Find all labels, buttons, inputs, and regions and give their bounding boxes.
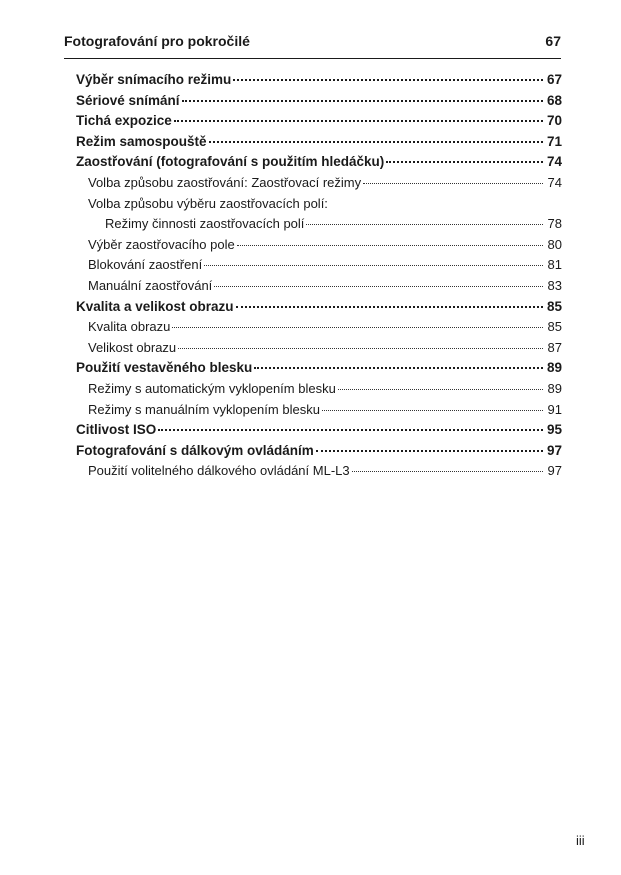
dot-leader xyxy=(322,408,543,411)
toc-entry-page: 80 xyxy=(547,236,562,252)
toc-entry[interactable] xyxy=(76,420,562,441)
toc-entry-page: 91 xyxy=(547,401,562,417)
toc-entry-title: Blokování zaostření xyxy=(88,257,203,273)
dot-leader xyxy=(204,263,543,266)
toc-entry-page: 97 xyxy=(547,463,562,479)
toc-entry-title: Zaostřování (fotografování s použitím hledáčku) xyxy=(76,154,385,170)
toc-entry[interactable] xyxy=(76,338,562,359)
toc-entry-page: 83 xyxy=(547,277,562,293)
toc-entry-page: 70 xyxy=(546,113,562,129)
toc-entry-page: 74 xyxy=(546,154,562,170)
toc-entry[interactable] xyxy=(76,379,562,400)
dot-leader xyxy=(254,365,543,369)
toc-entry[interactable] xyxy=(76,91,562,112)
toc-entry-title: Použití volitelného dálkového ovládání ML-L3 xyxy=(88,463,350,479)
toc-entry-page: 67 xyxy=(546,72,562,87)
dot-leader xyxy=(338,387,543,390)
toc-entry-title: Tichá expozice xyxy=(76,113,172,129)
toc-entry-title: Použití vestavěného blesku xyxy=(76,360,253,376)
toc-entry-page: 87 xyxy=(547,339,562,355)
toc-entry-title: Režimy činnosti zaostřovacích polí xyxy=(105,216,305,232)
dot-leader xyxy=(158,427,543,431)
toc-entry-title: Velikost obrazu xyxy=(88,339,177,355)
toc-entry[interactable] xyxy=(76,235,562,256)
dot-leader xyxy=(178,346,543,349)
toc-entry-title: Sériové snímání xyxy=(76,92,180,108)
toc-entry[interactable] xyxy=(76,358,562,379)
chapter-header xyxy=(64,33,561,49)
toc-entry-page: 78 xyxy=(547,216,562,232)
toc-entry[interactable] xyxy=(76,111,562,132)
dot-leader xyxy=(233,77,543,81)
toc-entry-title: Režimy s manuálním vyklopením blesku xyxy=(88,401,320,417)
dot-leader xyxy=(316,448,543,452)
toc-entry-title: Fotografování s dálkovým ovládáním xyxy=(76,442,314,458)
dot-leader xyxy=(172,325,543,328)
toc-entry[interactable] xyxy=(76,214,562,235)
toc-entry-page: 74 xyxy=(547,174,562,190)
toc-entry-page: 68 xyxy=(546,92,562,108)
toc-entry[interactable] xyxy=(76,317,562,338)
toc-entry-title: Režimy s automatickým vyklopením blesku xyxy=(88,380,336,396)
toc-entry-page: 85 xyxy=(546,298,562,314)
toc-entry[interactable] xyxy=(76,173,562,194)
dot-leader xyxy=(386,159,543,163)
toc-entry-title: Výběr zaostřovacího pole xyxy=(88,236,235,252)
toc-entry-title: Výběr snímacího režimu xyxy=(76,72,232,87)
toc-entry[interactable] xyxy=(76,255,562,276)
toc-entry[interactable] xyxy=(76,152,562,173)
toc-entry-title: Citlivost ISO xyxy=(76,422,157,438)
toc-entry-title: Kvalita a velikost obrazu xyxy=(76,298,234,314)
toc-entry[interactable] xyxy=(76,276,562,297)
dot-leader xyxy=(182,98,543,102)
toc-entry-title: Kvalita obrazu xyxy=(88,319,171,335)
toc-entry-page: 85 xyxy=(547,319,562,335)
dot-leader xyxy=(214,284,543,287)
toc-entry-page: 89 xyxy=(547,380,562,396)
toc-entry-title: Volba způsobu výběru zaostřovacích polí: xyxy=(88,195,328,211)
toc-entry-page: 71 xyxy=(546,133,562,149)
toc-entry-page: 95 xyxy=(546,422,562,438)
chapter-page-number: 67 xyxy=(545,33,561,49)
dot-leader xyxy=(236,304,543,308)
toc-entry-page: 97 xyxy=(546,442,562,458)
chapter-title: Fotografování pro pokročilé xyxy=(64,33,250,49)
header-divider xyxy=(64,58,561,59)
toc-entry-title: Manuální zaostřování xyxy=(88,277,213,293)
dot-leader xyxy=(352,469,543,472)
toc-entry[interactable] xyxy=(76,132,562,153)
toc-entry-title: Režim samospouště xyxy=(76,133,207,149)
toc-entry[interactable] xyxy=(76,297,562,318)
toc-entry[interactable] xyxy=(76,194,562,215)
toc-entry[interactable] xyxy=(76,70,562,91)
dot-leader xyxy=(209,139,543,143)
toc-entry-page: 89 xyxy=(546,360,562,376)
dot-leader xyxy=(363,181,543,184)
dot-leader xyxy=(306,222,543,225)
toc-entry-title: Volba způsobu zaostřování: Zaostřovací režimy xyxy=(88,174,362,190)
toc-entry-page: 81 xyxy=(547,257,562,273)
page-number: iii xyxy=(576,833,585,848)
table-of-contents xyxy=(76,70,562,482)
dot-leader xyxy=(237,243,543,246)
dot-leader xyxy=(174,118,543,122)
toc-entry[interactable] xyxy=(76,441,562,462)
toc-entry[interactable] xyxy=(76,461,562,482)
toc-entry[interactable] xyxy=(76,400,562,421)
